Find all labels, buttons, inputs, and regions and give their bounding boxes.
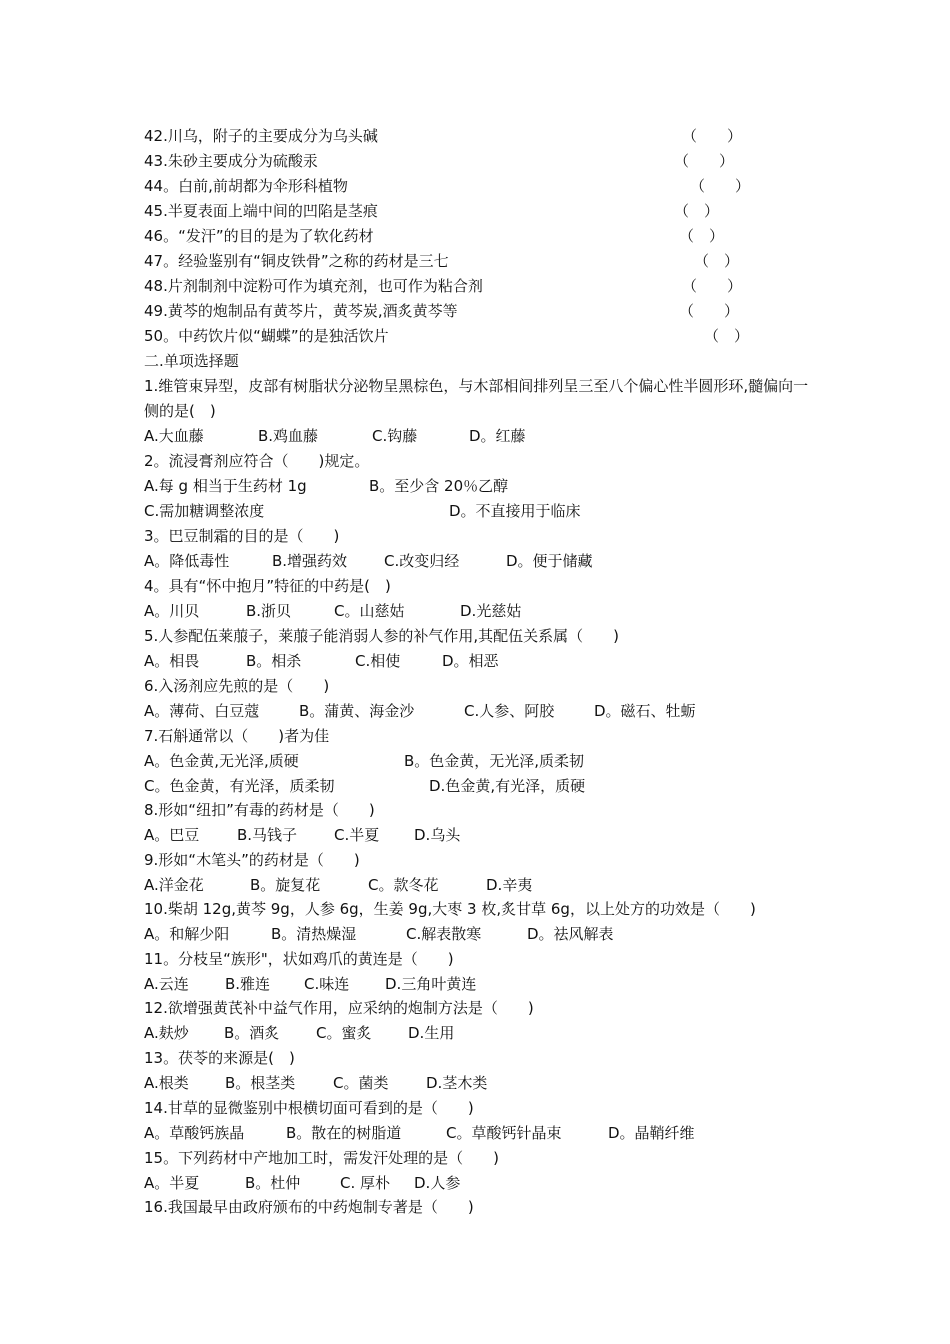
answer-blank[interactable]: （ ） <box>674 152 735 170</box>
tf-question-46 <box>144 224 744 248</box>
option-a[interactable]: A。降低毒性 <box>144 552 230 570</box>
option-a[interactable]: A。半夏 <box>144 1174 200 1192</box>
tf-question-50 <box>144 324 750 348</box>
question-4: 4。具有“怀中抱月”特征的中药是( ) <box>144 577 391 595</box>
question-14: 14.甘草的显微鉴别中根横切面可看到的是（ ) <box>144 1099 474 1117</box>
question-text: 42.川乌，附子的主要成分为乌头碱 <box>144 127 378 145</box>
question-text: 44。白前,前胡都为伞形科植物 <box>144 177 348 195</box>
option-c[interactable]: C。草酸钙针晶束 <box>446 1124 562 1142</box>
option-b[interactable]: B。根茎类 <box>225 1074 296 1092</box>
option-d[interactable]: D。晶鞘纤维 <box>608 1124 695 1142</box>
option-c[interactable]: C。色金黄，有光泽，质柔韧 <box>144 777 335 795</box>
question-11: 11。分枝呈“族形"，状如鸡爪的黄连是（ ) <box>144 950 454 968</box>
tf-question-42 <box>144 124 744 148</box>
option-b[interactable]: B。蒲黄、海金沙 <box>299 702 415 720</box>
option-b[interactable]: B。杜仲 <box>245 1174 301 1192</box>
answer-blank[interactable]: （ ） <box>682 277 743 295</box>
option-c[interactable]: C.相使 <box>355 652 401 670</box>
question-text: 43.朱砂主要成分为硫酸汞 <box>144 152 318 170</box>
option-a[interactable]: A.每 g 相当于生药材 1g <box>144 477 307 495</box>
option-d[interactable]: D.三角叶黄连 <box>385 975 477 993</box>
question-text: 45.半夏表面上端中间的凹陷是茎痕 <box>144 202 378 220</box>
option-c[interactable]: C.钩藤 <box>372 427 418 445</box>
option-d[interactable]: D。磁石、牡蛎 <box>594 702 696 720</box>
option-d[interactable]: D.色金黄,有光泽，质硬 <box>429 777 586 795</box>
option-b[interactable]: B.鸡血藤 <box>258 427 319 445</box>
answer-blank[interactable]: （ ） <box>674 202 720 220</box>
option-b[interactable]: B。色金黄，无光泽,质柔韧 <box>404 752 585 770</box>
option-a[interactable]: A。薄荷、白豆蔻 <box>144 702 260 720</box>
option-c[interactable]: C。蜜炙 <box>316 1024 372 1042</box>
question-6: 6.入汤剂应先煎的是（ ) <box>144 677 330 695</box>
option-b[interactable]: B。相杀 <box>246 652 302 670</box>
question-8: 8.形如“纽扣”有毒的药材是（ ) <box>144 801 375 819</box>
option-b[interactable]: B.浙贝 <box>246 602 292 620</box>
question-1: 1.维管束异型，皮部有树脂状分泌物呈黑棕色，与木部相间排列呈三至八个偏心性半圆形环,髓偏向一侧的是( ) <box>144 377 809 420</box>
option-c[interactable]: C.改变归经 <box>384 552 460 570</box>
option-d[interactable]: D.光慈姑 <box>460 602 522 620</box>
question-13: 13。茯苓的来源是( ) <box>144 1049 295 1067</box>
option-d[interactable]: D。相恶 <box>442 652 499 670</box>
option-d[interactable]: D。祛风解表 <box>527 925 614 943</box>
option-a[interactable]: A.云连 <box>144 975 189 993</box>
option-b[interactable]: B.增强药效 <box>272 552 348 570</box>
option-b[interactable]: B.马钱子 <box>237 826 298 844</box>
option-a[interactable]: A。色金黄,无光泽,质硬 <box>144 752 299 770</box>
option-d[interactable]: D.辛夷 <box>486 876 533 894</box>
option-c[interactable]: C。款冬花 <box>368 876 439 894</box>
option-d[interactable]: D.茎木类 <box>426 1074 488 1092</box>
question-text: 49.黄芩的炮制品有黄芩片，黄芩炭,酒炙黄芩等 <box>144 302 458 320</box>
option-b[interactable]: B。清热燥湿 <box>271 925 357 943</box>
option-c[interactable]: C。菌类 <box>333 1074 389 1092</box>
question-3: 3。巴豆制霜的目的是（ ) <box>144 527 340 545</box>
tf-question-48 <box>144 274 744 298</box>
option-a[interactable]: A。和解少阳 <box>144 925 230 943</box>
tf-question-45 <box>144 199 744 223</box>
option-a[interactable]: A.大血藤 <box>144 427 204 445</box>
option-d[interactable]: D.人参 <box>414 1174 461 1192</box>
question-12: 12.欲增强黄芪补中益气作用，应采纳的炮制方法是（ ) <box>144 999 534 1017</box>
option-a[interactable]: A。川贝 <box>144 602 200 620</box>
question-text: 50。中药饮片似“蝴蝶”的是独活饮片 <box>144 327 389 345</box>
question-text: 46。“发汗”的目的是为了软化药材 <box>144 227 374 245</box>
option-a[interactable]: A。相畏 <box>144 652 200 670</box>
answer-blank[interactable]: （ ） <box>679 227 725 245</box>
question-15: 15。下列药材中产地加工时，需发汗处理的是（ ) <box>144 1149 499 1167</box>
option-c[interactable]: C. 厚朴 <box>340 1174 391 1192</box>
tf-question-43 <box>144 149 744 173</box>
option-d[interactable]: D。红藤 <box>469 427 526 445</box>
option-b[interactable]: B.雅连 <box>225 975 271 993</box>
option-a[interactable]: A.麸炒 <box>144 1024 189 1042</box>
answer-blank[interactable]: （ ） <box>682 127 743 145</box>
answer-blank[interactable]: （ ） <box>694 252 740 270</box>
option-c[interactable]: C。山慈姑 <box>334 602 405 620</box>
option-a[interactable]: A。草酸钙族晶 <box>144 1124 245 1142</box>
tf-question-49 <box>144 299 744 323</box>
option-d[interactable]: D.生用 <box>408 1024 455 1042</box>
option-b[interactable]: B。散在的树脂道 <box>286 1124 402 1142</box>
question-text: 47。经验鉴别有“铜皮铁骨”之称的药材是三七 <box>144 252 449 270</box>
option-b[interactable]: B。酒炙 <box>224 1024 280 1042</box>
question-7: 7.石斛通常以（ )者为佳 <box>144 727 330 745</box>
section-title: 二.单项选择题 <box>144 352 239 370</box>
question-2: 2。流浸膏剂应符合（ )规定。 <box>144 452 370 470</box>
option-b[interactable]: B。至少含 20％乙醇 <box>369 477 509 495</box>
answer-blank[interactable]: （ ） <box>690 177 751 195</box>
question-5: 5.人参配伍莱菔子，莱菔子能消弱人参的补气作用,其配伍关系属（ ) <box>144 627 619 645</box>
option-c[interactable]: C.解表散寒 <box>406 925 482 943</box>
option-c[interactable]: C.需加糖调整浓度 <box>144 502 265 520</box>
question-10: 10.柴胡 12g,黄芩 9g，人参 6g，生姜 9g,大枣 3 枚,炙甘草 6g，以上处方的功效是（ ) <box>144 900 756 918</box>
option-a[interactable]: A.根类 <box>144 1074 189 1092</box>
tf-question-44 <box>144 174 751 198</box>
option-a[interactable]: A。巴豆 <box>144 826 200 844</box>
answer-blank[interactable]: （ ） <box>679 302 740 320</box>
option-d[interactable]: D。便于储藏 <box>506 552 593 570</box>
option-d[interactable]: D.乌头 <box>414 826 461 844</box>
answer-blank[interactable]: （ ） <box>704 327 750 345</box>
option-c[interactable]: C.味连 <box>304 975 350 993</box>
option-c[interactable]: C.半夏 <box>334 826 380 844</box>
tf-question-47 <box>144 249 744 273</box>
option-c[interactable]: C.人参、阿胶 <box>464 702 555 720</box>
question-9: 9.形如“木笔头”的药材是（ ) <box>144 851 360 869</box>
question-text: 48.片剂制剂中淀粉可作为填充剂，也可作为粘合剂 <box>144 277 483 295</box>
question-16: 16.我国最早由政府颁布的中药炮制专著是（ ) <box>144 1198 474 1216</box>
option-d[interactable]: D。不直接用于临床 <box>449 502 581 520</box>
option-b[interactable]: B。旋复花 <box>250 876 321 894</box>
option-a[interactable]: A.洋金花 <box>144 876 204 894</box>
